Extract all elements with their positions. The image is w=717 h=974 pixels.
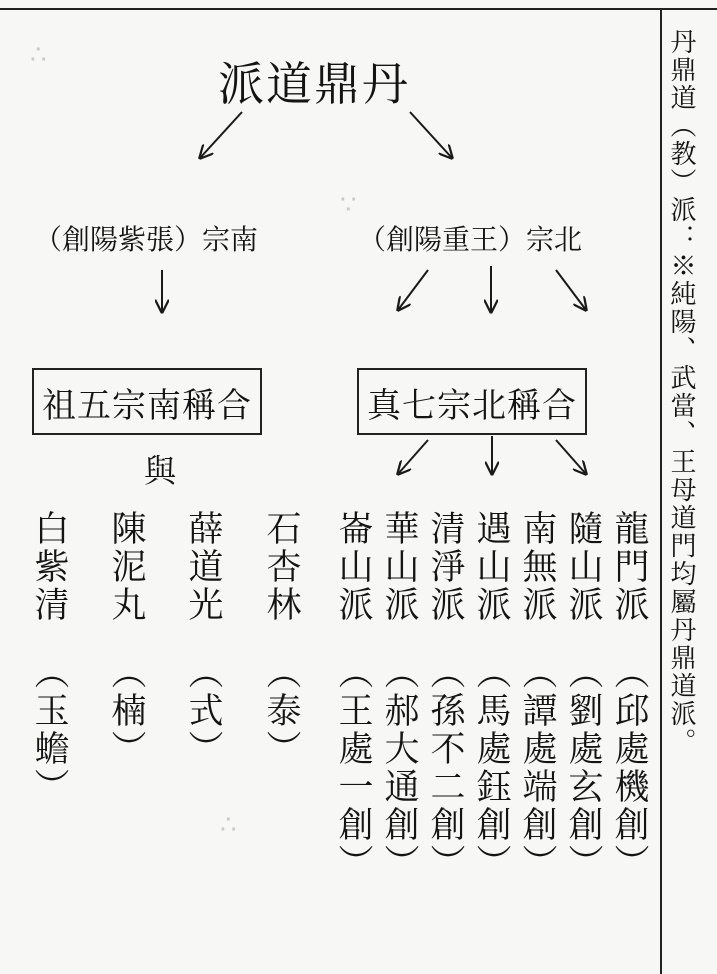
sect-founder: （譚處端創） bbox=[517, 654, 557, 882]
south-founder-column bbox=[30, 510, 68, 806]
diagram-title: 派道鼎丹 bbox=[218, 57, 410, 111]
sect-name: 華山派 bbox=[379, 510, 419, 624]
sect-name: 隨山派 bbox=[563, 510, 603, 624]
arrow-title-to-north bbox=[410, 112, 452, 158]
sect-founder: （郝大通創） bbox=[379, 654, 419, 882]
founder-name: 薛道光 bbox=[183, 510, 223, 624]
north-sect-column bbox=[472, 510, 510, 882]
founder-name: 石杏林 bbox=[261, 510, 301, 624]
arrow-north-left bbox=[398, 270, 428, 310]
scan-speck: ∵ bbox=[340, 190, 357, 220]
sect-founder: （劉處玄創） bbox=[563, 654, 603, 882]
scan-speck: ∴ bbox=[30, 40, 47, 70]
founder-name: 白紫清 bbox=[29, 510, 69, 624]
sect-name: 清淨派 bbox=[425, 510, 465, 624]
arrow-title-to-south bbox=[200, 112, 242, 158]
sect-founder: （孫不二創） bbox=[425, 654, 465, 882]
north-sect-column bbox=[334, 510, 372, 882]
sect-founder: （邱處機創） bbox=[609, 654, 649, 882]
south-five-patriarchs-box: 祖五宗南稱合 bbox=[32, 368, 262, 435]
south-founder-column bbox=[262, 510, 300, 768]
north-sect-column bbox=[426, 510, 464, 882]
side-note: 丹鼎道（教）派：※純陽、武當、王母道門均屬丹鼎道派。 bbox=[666, 28, 696, 756]
sect-name: 遇山派 bbox=[471, 510, 511, 624]
arrow-box-right bbox=[556, 440, 586, 474]
connector-word: 與 bbox=[144, 452, 177, 490]
south-founder-column bbox=[184, 510, 222, 768]
north-sect-column bbox=[518, 510, 556, 882]
north-seven-masters-box: 真七宗北稱合 bbox=[357, 368, 587, 435]
south-school-label: （創陽紫張）宗南 bbox=[34, 223, 259, 256]
founder-name: 陳泥丸 bbox=[106, 510, 146, 624]
sect-name: 崙山派 bbox=[333, 510, 373, 624]
arrow-north-right bbox=[556, 270, 586, 310]
sect-founder: （馬處鈺創） bbox=[471, 654, 511, 882]
founder-note: （玉蟾） bbox=[29, 654, 69, 806]
arrow-box-left bbox=[398, 440, 428, 474]
north-school-label: （創陽重王）宗北 bbox=[358, 223, 583, 256]
north-sect-column bbox=[564, 510, 602, 882]
sect-name: 南無派 bbox=[517, 510, 557, 624]
scan-speck: ∴ bbox=[220, 810, 237, 840]
south-founder-column bbox=[107, 510, 145, 768]
founder-note: （式） bbox=[183, 654, 223, 768]
north-sect-column bbox=[610, 510, 648, 882]
sect-founder: （王處一創） bbox=[333, 654, 373, 882]
sect-name: 龍門派 bbox=[609, 510, 649, 624]
north-sect-column bbox=[380, 510, 418, 882]
founder-note: （泰） bbox=[261, 654, 301, 768]
founder-note: （楠） bbox=[106, 654, 146, 768]
